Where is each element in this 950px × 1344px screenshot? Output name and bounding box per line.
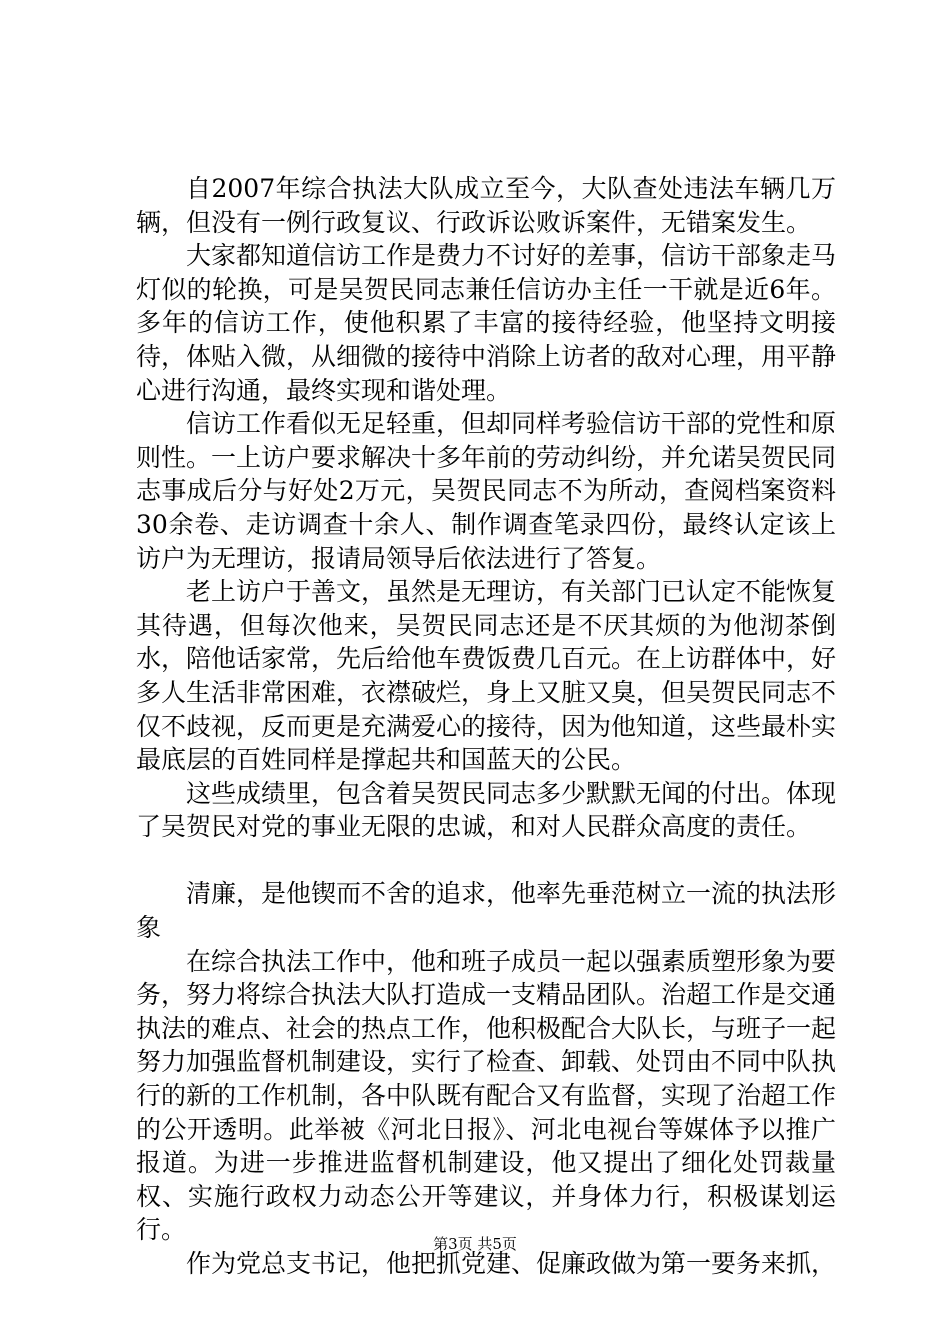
section-heading-integrity: 清廉，是他锲而不舍的追求，他率先垂范树立一流的执法形象 [136, 879, 837, 943]
paragraph-old-petitioner: 老上访户于善文，虽然是无理访，有关部门已认定不能恢复其待遇，但每次他来，吴贺民同志还是不厌其烦的为他沏茶倒水，陪他话家常，先后给他车费饭费几百元。在上访群体中，好多人生活非常困难，衣襟破烂，身上又脏又臭，但吴贺民同志不仅不歧视，反而更是充满爱心的接待，因为他知道，这些最朴实最底层的百姓同样是撑起共和国蓝天的公民。 [136, 577, 837, 775]
paragraph-achievements: 这些成绩里，包含着吴贺民同志多少默默无闻的付出。体现了吴贺民对党的事业无限的忠诚，和对人民群众高度的责任。 [136, 778, 837, 842]
document-body [136, 172, 836, 1281]
paragraph-petition-integrity: 信访工作看似无足轻重，但却同样考验信访干部的党性和原则性。一上访户要求解决十多年前的劳动纠纷，并允诺吴贺民同志事成后分与好处2万元，吴贺民同志不为所动，查阅档案资料30余卷、走访调查十余人、制作调查笔录四份，最终认定该上访户为无理访，报请局领导后依法进行了答复。 [136, 409, 837, 573]
page-number-footer: 第3页 共5页 [433, 1235, 517, 1253]
paragraph-petition-work: 大家都知道信访工作是费力不讨好的差事，信访干部象走马灯似的轮换，可是吴贺民同志兼任信访办主任一干就是近6年。多年的信访工作，使他积累了丰富的接待经验，他坚持文明接待，体贴入微，从细微的接待中消除上访者的敌对心理，用平静心进行沟通，最终实现和谐处理。 [136, 241, 837, 405]
paragraph-party-secretary: 作为党总支书记，他把抓党建、促廉政做为第一要务来抓， [186, 1249, 837, 1278]
paragraph-statistics: 自2007年综合执法大队成立至今，大队查处违法车辆几万辆，但没有一例行政复议、行政诉讼败诉案件，无错案发生。 [136, 174, 836, 237]
paragraph-enforcement-work: 在综合执法工作中，他和班子成员一起以强素质塑形象为要务，努力将综合执法大队打造成一支精品团队。治超工作是交通执法的难点、社会的热点工作，他积极配合大队长，与班子一起努力加强监督机制建设，实行了检查、卸载、处罚由不同中队执行的新的工作机制，各中队既有配合又有监督，实现了治超工作的公开透明。此举被《河北日报》、河北电视台等媒体予以推广报道。为进一步推进监督机制建设，他又提出了细化处罚裁量权、实施行政权力动态公开等建议，并身体力行，积极谋划运行。 [136, 946, 837, 1245]
